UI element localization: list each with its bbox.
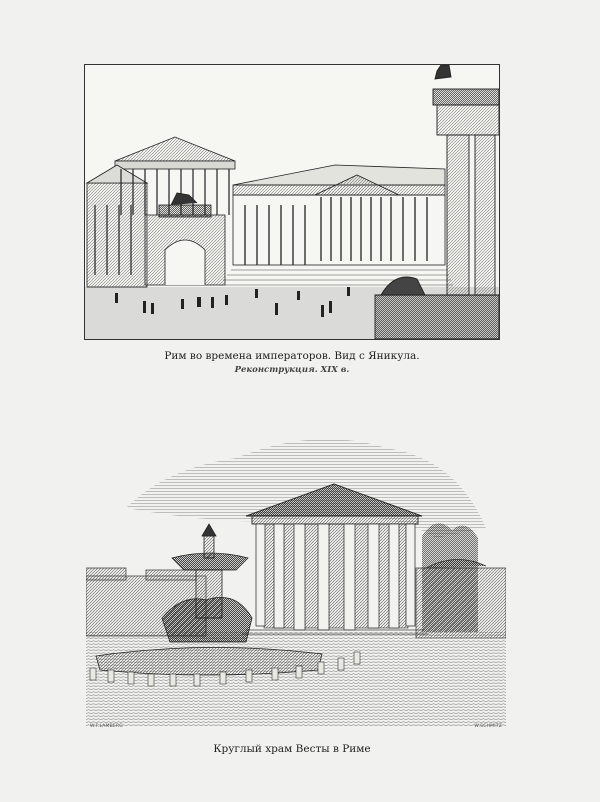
- engraving-temple-of-vesta: [86, 418, 506, 736]
- figure1-caption: Рим во времена императоров. Вид с Яникула.: [164, 350, 420, 362]
- vesta-engraving-drawing: [86, 418, 506, 736]
- rome-engraving-drawing: [85, 65, 499, 339]
- figure2-caption: Круглый храм Весты в Риме: [213, 743, 371, 755]
- engraver-signature-left: W.F.LAMBERG: [90, 724, 123, 729]
- figure1-subcaption: Реконструкция. XIX в.: [234, 365, 350, 375]
- engraver-signature-right: W.SCHMITZ: [474, 724, 502, 729]
- engraving-rome-reconstruction: [84, 64, 500, 340]
